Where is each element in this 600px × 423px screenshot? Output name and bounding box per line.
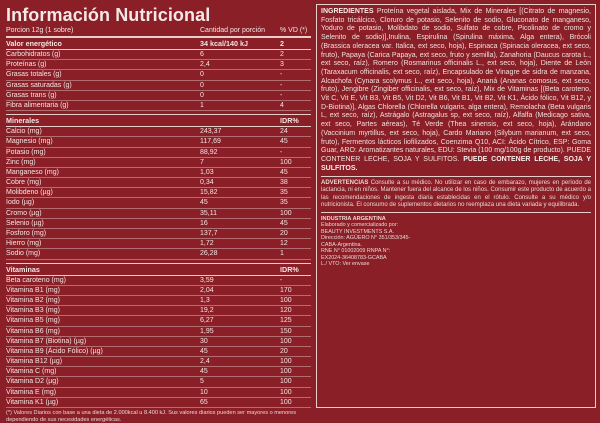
nutrient-amount: 1,95 [200, 327, 214, 335]
table-row [6, 388, 311, 398]
nutrient-amount: 45 [200, 347, 208, 355]
nutrient-vd: 100 [280, 378, 292, 386]
nutrient-amount: 0 [200, 81, 204, 89]
nutrient-name: Carbohidratos (g) [6, 51, 61, 58]
nutrient-amount: 6 [200, 51, 204, 58]
nutrient-vd: - [280, 91, 283, 99]
nutrient-name: Vitamina C (mg) [6, 368, 57, 376]
minerals-table [6, 127, 311, 259]
nutrient-vd: 20 [280, 230, 288, 237]
nutrient-name: Vitamina B2 (mg) [6, 296, 60, 304]
nutrient-vd: 3 [280, 61, 284, 69]
nutrient-name: Selenio (µg) [6, 219, 44, 227]
nutrient-name: Vitamina K1 (µg) [6, 398, 59, 406]
table-row [6, 398, 311, 408]
origin-label: INDUSTRIA ARGENTINA [321, 215, 386, 222]
table-row [6, 91, 311, 101]
vd-header: % VD (*) [280, 27, 308, 34]
table-row [6, 327, 311, 337]
table-row [6, 101, 311, 111]
nutrient-amount: 10 [200, 388, 208, 396]
nutrient-amount: 1,03 [200, 168, 214, 176]
table-row [6, 296, 311, 306]
nutrient-name: Manganeso (mg) [6, 168, 59, 176]
nutrient-amount: 5 [200, 378, 204, 386]
allergen-text: PUEDE CONTENER LECHE, SOJA Y SULFITOS. [321, 147, 591, 163]
nutrient-vd: 35 [280, 189, 288, 197]
vitamins-idr-label: IDR% [280, 264, 299, 274]
table-row [6, 209, 311, 219]
ingredients-block [321, 8, 591, 173]
nutrient-amount: 1,72 [200, 240, 214, 248]
nutrient-amount: 2,4 [200, 61, 210, 69]
nutrient-name: Potasio (mg) [6, 148, 46, 156]
nutrient-vd: 100 [280, 358, 292, 366]
nutrient-name: Fosforo (mg) [6, 230, 47, 237]
manufacturer-line: CABA-Argentina. [321, 241, 363, 248]
nutrient-name: Iodo (µg) [6, 199, 35, 207]
nutrient-name: Vitamina E (mg) [6, 388, 57, 396]
table-row [6, 286, 311, 296]
nutrient-name: Grasas saturadas (g) [6, 81, 72, 89]
table-row [6, 60, 311, 70]
table-row [6, 70, 311, 80]
nutrient-amount: 15,82 [200, 189, 218, 197]
table-row [6, 347, 311, 357]
footnote: (*) Valores Diarios con base a una dieta de 2.000kcal u 8.400 kJ. Sus valores diarios pueden ser mayores o menores dependiendo de sus necesidades energéticas. [6, 410, 296, 423]
ingredients-label: INGREDIENTES [321, 8, 374, 15]
energy-row [6, 37, 311, 50]
nutrient-vd: 24 [280, 128, 288, 136]
nutrient-vd: 125 [280, 317, 292, 325]
table-row [6, 377, 311, 387]
table-row [6, 158, 311, 168]
nutrient-vd: 45 [280, 219, 288, 227]
nutrient-vd: 4 [280, 101, 284, 109]
nutrient-vd: 12 [280, 240, 288, 248]
table-row [6, 178, 311, 188]
table-row [6, 137, 311, 147]
nutrient-amount: 65 [200, 398, 208, 406]
nutrient-name: Molibdeno (µg) [6, 189, 53, 197]
macros-table [6, 50, 311, 111]
nutrient-amount: 2,04 [200, 286, 214, 294]
table-row [6, 357, 311, 367]
nutrient-name: Vitamina B3 (mg) [6, 307, 60, 315]
nutrient-vd: 170 [280, 286, 292, 294]
allergen-bold: PUEDE CONTENER LECHE, SOJA Y SULFITOS. [321, 155, 591, 172]
nutrient-amount: 3,59 [200, 276, 214, 284]
nutrient-name: Beta caroteno (mg) [6, 276, 66, 284]
table-row [6, 127, 311, 137]
vitamins-section-header [6, 263, 311, 276]
nutrient-vd: 38 [280, 179, 288, 187]
nutrient-vd: 100 [280, 209, 292, 217]
table-row [6, 219, 311, 229]
ingredients-text: Proteína vegetal aislada, Mix de Minerales [(Citrato de magnesio, Fosfato tricálcico, Cloruro de potasio, Selenito de sodio, Gluconato de manganeso, Yoduro de potasio, Molibdato de sodio, Sulfato de cobre, Picolinato de cromo y Selenito de sodio)],Inulina, Espirulina (Spirulina máxima, Alga entera), Brócoli (Brassica oleracea var. Italica, ext seco, hoja), Espinaca (Spinacia oleracea, ext seco, fruto), Papaya (Carica Papaya, ext seco, fruto y semilla), Zanahoria (Daucus carota L., ext seco, raíz), Romero (Rosmarinus officinalis L., ext seco, hoja), Diente de León (Taraxacum officinalis, ext seco, raíz), Encapsulado de Vinagre de sidra de manzana, Alcachofa (Cynara scolymus L., ext seco, hoja), Ananá (Ananas comosus, ext seco, fruto), Jengibre (Zingiber officinalis, ext seco, raíz), Mix de Vitaminas [(Beta caroteno, Vit C, Vit E, Vit B3, Vit B5, Vit D2, Vit B6, Vit B1, Vit B2, Vit K1, Ácido fólico, Vit B12, y D-Biotina)], Algas Chlorella (Chlorella vulgaris, alga entera), Remolacha (Beta vulgaris L, ext seco, raíz), Astrágalo (Astragalus sp, ext seco, raíz), Alfalfa (Medicago sativa, ext seco, Partes aéreas), Té Verde (Thea sinensis, ext seco, hoja), Arándano (Vaccinium myrtillus, ext seco, hoja), Cardo Mariano (Silybum marianum, ext seco, fruto), Fermentos lácticos liofilizados, Coenzima Q10, ACI: Ácido Cítrico, ESP: Goma Guar, ARO: Aromatizantes naturales, EDU: Stevia (100 mg/100g de producto). [321, 8, 591, 155]
table-row [6, 276, 311, 286]
manufacturer-line: Elaborado y comercializado por: [321, 222, 399, 229]
nutrient-amount: 7 [200, 158, 204, 166]
nutrient-name: Grasas trans (g) [6, 91, 57, 99]
nutrient-name: Cobre (mg) [6, 179, 42, 187]
manufacturer-line: Dirección: AGÜERO N° 351/353/345- [321, 235, 411, 242]
nutrient-vd: 100 [280, 337, 292, 345]
vitamins-table [6, 276, 311, 408]
warnings-text: Consulte a su médico. No utilizar en caso de embarazo, mujeres en período de lactancia, ni en niños. Mantener fuera del alcance de los niños. Consumir este producto de acuerdo a las recomendaciones de ingesta diaria establecidas en el rótulo. Consulte a su médico y/o nutricionista. El consumo de suplementos dietarios no reemplaza una dieta variada y equilibrada. [321, 180, 591, 208]
page-title: Información Nutricional [6, 5, 211, 25]
nutrient-amount: 88,92 [200, 148, 218, 156]
nutrient-name: Vitamina B1 (mg) [6, 286, 60, 294]
nutrition-panel [6, 4, 311, 423]
nutrient-name: Grasas totales (g) [6, 71, 62, 79]
table-row [6, 50, 311, 60]
energy-label: Valor energético [6, 39, 62, 48]
table-row [6, 316, 311, 326]
minerals-idr-label: IDR% [280, 116, 299, 126]
nutrient-amount: 19,2 [200, 307, 214, 315]
nutrient-name: Calcio (mg) [6, 128, 42, 136]
nutrient-vd: 100 [280, 158, 292, 166]
nutrient-amount: 0 [200, 91, 204, 99]
table-row [6, 148, 311, 158]
nutrient-vd: 20 [280, 347, 288, 355]
nutrient-amount: 35,11 [200, 209, 217, 217]
nutrient-name: Cromo (µg) [6, 209, 42, 217]
warnings-block [321, 180, 591, 208]
nutrient-name: Magnesio (mg) [6, 138, 53, 146]
table-row [6, 367, 311, 377]
table-row [6, 168, 311, 178]
nutrient-amount: 26,28 [200, 250, 218, 258]
nutrient-amount: 2,4 [200, 358, 210, 366]
warnings-label: ADVERTENCIAS [321, 180, 369, 187]
table-row [6, 188, 311, 198]
nutrient-amount: 45 [200, 199, 208, 207]
nutrient-name: Hierro (mg) [6, 240, 42, 248]
nutrient-name: Zinc (mg) [6, 158, 36, 166]
nutrient-vd: - [280, 148, 283, 156]
manufacturer-block [321, 216, 591, 268]
table-row [6, 306, 311, 316]
table-header [6, 26, 311, 37]
nutrient-amount: 6,27 [200, 317, 214, 325]
table-row [6, 337, 311, 347]
manufacturer-line: BEAUTY INVESTMENTS S.A. [321, 228, 394, 235]
manufacturer-line: EX2024-36408783-GCABA [321, 254, 387, 261]
nutrient-vd: 150 [280, 327, 292, 335]
nutrient-vd: - [280, 276, 283, 284]
nutrient-vd: - [280, 71, 283, 79]
nutrient-amount: 0 [200, 71, 204, 79]
nutrient-name: Proteínas (g) [6, 61, 47, 69]
nutrient-name: Fibra alimentaria (g) [6, 101, 69, 109]
nutrient-vd: 45 [280, 168, 288, 176]
minerals-section-header [6, 114, 311, 127]
nutrient-amount: 45 [200, 368, 208, 376]
nutrient-vd: 100 [280, 388, 292, 396]
vitamins-label: Vitaminas [6, 264, 40, 274]
nutrient-vd: 2 [280, 51, 284, 58]
nutrient-amount: 137,7 [200, 230, 218, 237]
nutrient-name: Vitamina B7 (Biotina) (µg) [6, 337, 87, 345]
ingredients-panel [316, 4, 596, 408]
table-row [6, 249, 311, 259]
energy-vd: 2 [280, 39, 284, 48]
nutrient-vd: 1 [280, 250, 284, 258]
nutrient-amount: 243,37 [200, 128, 222, 136]
manufacturer-line: L./ VTO: Ver envase [321, 261, 370, 268]
amount-header: Cantidad por porción [200, 27, 265, 34]
minerals-label: Minerales [6, 116, 40, 126]
nutrient-vd: 100 [280, 296, 292, 304]
nutrient-amount: 16 [200, 219, 208, 227]
nutrient-amount: 0,34 [200, 179, 214, 187]
nutrient-name: Vitamina B5 (mg) [6, 317, 60, 325]
nutrient-vd: 120 [280, 307, 292, 315]
nutrient-amount: 30 [200, 337, 208, 345]
nutrient-name: Vitamina B9 (Ácido Fólico) (µg) [6, 347, 103, 355]
nutrient-vd: 100 [280, 368, 292, 376]
table-row [6, 239, 311, 249]
nutrient-name: Vitamina B12 (µg) [6, 358, 63, 366]
nutrient-vd: - [280, 81, 283, 89]
nutrient-vd: 35 [280, 199, 288, 207]
nutrient-vd: 45 [280, 138, 288, 146]
manufacturer-line: RNE N° 01002009 RNPA N°: [321, 248, 391, 255]
portion-label: Porcion 12g (1 sobre) [6, 27, 74, 34]
nutrient-amount: 1,3 [200, 296, 210, 304]
nutrient-name: Vitamina B6 (mg) [6, 327, 60, 335]
table-row [6, 198, 311, 208]
nutrient-name: Sodio (mg) [6, 250, 41, 258]
nutrient-name: Vitamina D2 (µg) [6, 378, 59, 386]
table-row [6, 81, 311, 91]
nutrient-amount: 117,69 [200, 138, 221, 146]
table-row [6, 229, 311, 239]
nutrient-amount: 1 [200, 101, 204, 109]
energy-amount: 34 kcal/140 kJ [200, 39, 248, 48]
nutrient-vd: 100 [280, 398, 292, 406]
